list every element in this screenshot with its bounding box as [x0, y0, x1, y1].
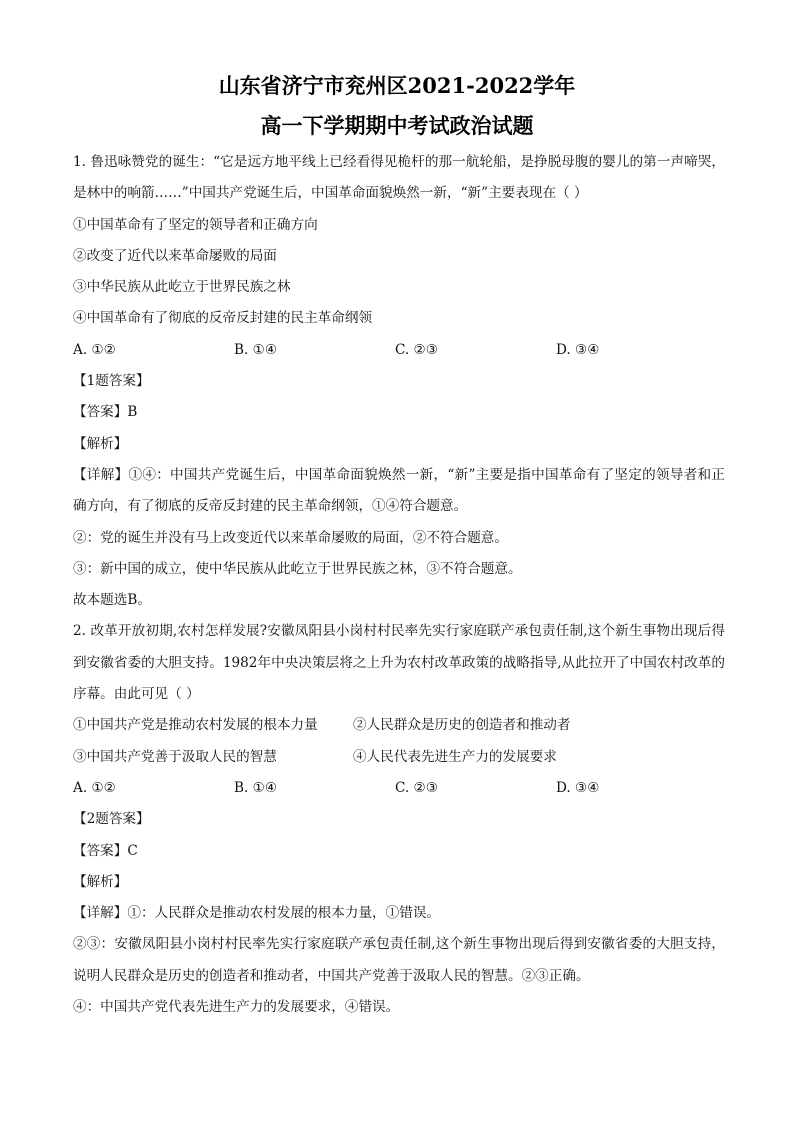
document-subtitle: 高一下学期期中考试政治试题 — [260, 113, 534, 138]
option-a: A. ①② — [73, 341, 116, 358]
option-d: D. ③④ — [556, 341, 600, 358]
statement-3: ③中华民族从此屹立于世界民族之林 — [73, 279, 291, 296]
options-row — [73, 335, 725, 366]
statement-2: ②改变了近代以来革命屡败的局面 — [73, 247, 277, 264]
statement-1: ①中国革命有了坚定的领导者和正确方向 — [73, 216, 318, 233]
option-a: A. ①② — [73, 779, 116, 796]
statement-2: ②人民群众是历史的创造者和推动者 — [353, 717, 571, 734]
option-b: B. ①④ — [234, 341, 278, 358]
statements-row-1 — [73, 710, 725, 741]
detail-1: 【详解】①④：中国共产党诞生后，中国革命面貌焕然一新，“新”主要是指中国革命有了坚定的领导者和正确方向，有了彻底的反帝反封建的民主革命纲领，①④符合题意。 — [73, 466, 725, 515]
statement-3: ③中国共产党善于汲取人民的智慧 — [73, 748, 277, 765]
detail-3: ③：新中国的成立，使中华民族从此屹立于世界民族之林，③不符合题意。 — [73, 560, 522, 577]
answer: 【答案】C — [73, 842, 138, 859]
document-title: 山东省济宁市兖州区2021-2022学年 — [218, 73, 576, 98]
analysis-label: 【解析】 — [73, 435, 128, 452]
statement-4: ④人民代表先进生产力的发展要求 — [353, 748, 557, 765]
analysis-label: 【解析】 — [73, 873, 128, 890]
statement-4: ④中国革命有了彻底的反帝反封建的民主革命纲领 — [73, 310, 373, 327]
question-stem: 1. 鲁迅咏赞党的诞生：“它是远方地平线上已经看得见桅杆的那一航轮船，是挣脱母腹的婴儿的第一声啼哭，是林中的响箭……”中国共产党诞生后，中国革命面貌焕然一新，“新”主要表现在（ ） — [73, 154, 725, 202]
detail-1: 【详解】①：人民群众是推动农村发展的根本力量，①错误。 — [73, 905, 441, 922]
detail-2: ②：党的诞生并没有马上改变近代以来革命屡败的局面，②不符合题意。 — [73, 529, 508, 546]
option-c: C. ②③ — [395, 341, 438, 358]
detail-4: 故本题选B。 — [73, 592, 151, 609]
option-d: D. ③④ — [556, 779, 600, 796]
question-1 — [73, 147, 725, 616]
option-b: B. ①④ — [234, 779, 278, 796]
statement-1: ①中国共产党是推动农村发展的根本力量 — [73, 717, 318, 734]
answer-header: 【1题答案】 — [73, 373, 150, 390]
question-stem: 2. 改革开放初期,农村怎样发展?安徽凤阳县小岗村村民率先实行家庭联产承包责任制,这个新生事物出现后得到安徽省委的大胆支持。1982年中央决策层将之上升为农村改革政策的战略指导,从此拉开了中国农村改革的序幕。由此可见（ ） — [73, 623, 725, 703]
document-body — [73, 147, 725, 1023]
answer-header: 【2题答案】 — [73, 811, 150, 828]
detail-2: ②③：安徽凤阳县小岗村村民率先实行家庭联产承包责任制,这个新生事物出现后得到安徽省委的大胆支持，说明人民群众是历史的创造者和推动者，中国共产党善于汲取人民的智慧。②③正确。 — [73, 936, 725, 984]
statements-row-2 — [73, 742, 725, 773]
detail-3: ④：中国共产党代表先进生产力的发展要求，④错误。 — [73, 999, 400, 1016]
options-row — [73, 773, 725, 804]
question-2 — [73, 616, 725, 1023]
option-c: C. ②③ — [395, 779, 438, 796]
answer: 【答案】B — [73, 404, 138, 421]
